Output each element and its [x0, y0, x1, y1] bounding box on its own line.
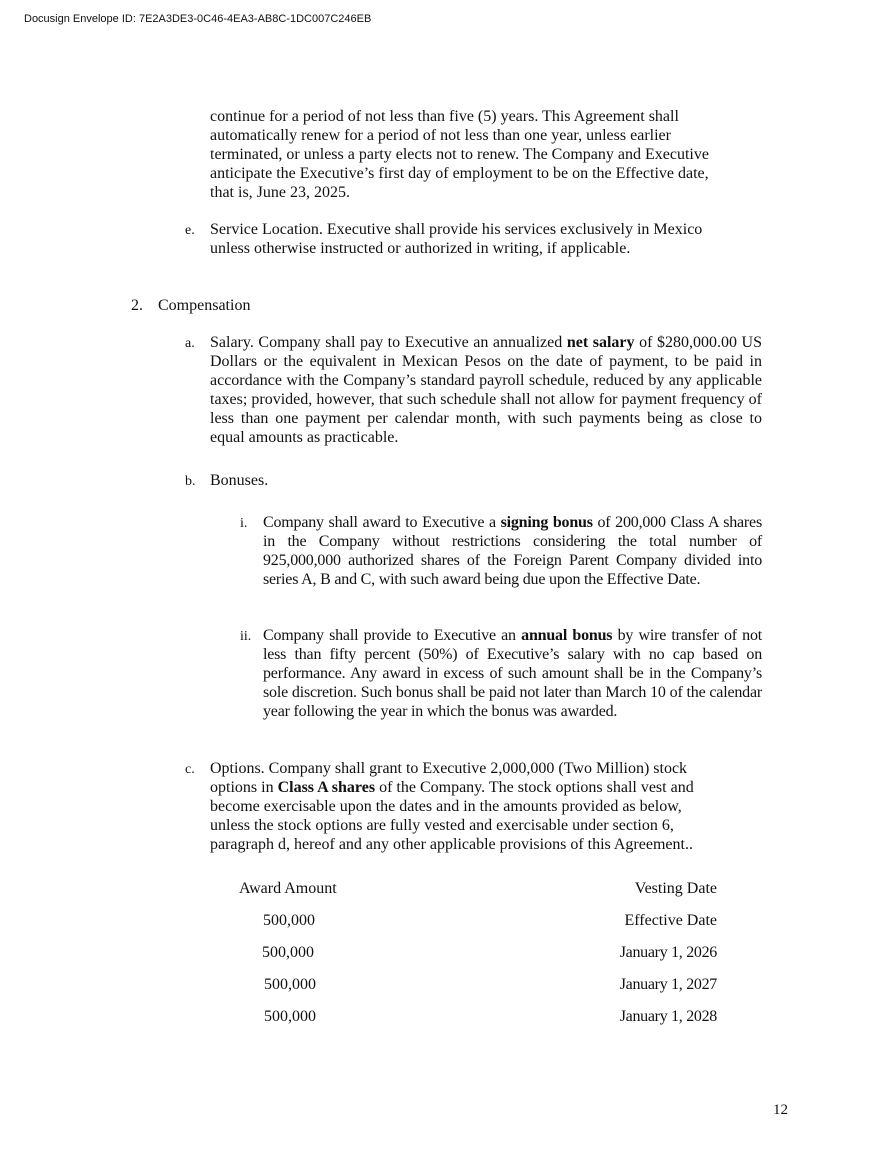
text-line: unless otherwise instructed or authorized in writing, if applicable.	[210, 240, 631, 257]
text-line: continue for a period of not less than five (5) years. This Agreement shall	[210, 108, 679, 125]
page-number: 12	[773, 1102, 788, 1118]
salary-text: Salary. Company shall pay to Executive an annualized	[210, 334, 567, 351]
header-vesting-date: Vesting Date	[634, 880, 717, 897]
table-cell-amount: 500,000	[264, 976, 316, 993]
text-line: that is, June 23, 2025.	[210, 184, 350, 201]
signing-bonus-text-rest: of 200,000 Class A shares in the Company without restrictions considering the total number of 925,000,000 authorized shares of the Foreign Parent Company divided into series A, B and C, with such award being due upon the Effective Date.	[263, 514, 762, 588]
annual-bonus-term: annual bonus	[521, 627, 613, 644]
table-cell-amount: 500,000	[264, 1008, 316, 1025]
item-a-marker: a.	[185, 336, 195, 351]
service-location-paragraph	[210, 220, 702, 258]
options-paragraph	[210, 759, 694, 854]
item-c-marker: c.	[185, 762, 195, 777]
item-bii-marker: ii.	[240, 629, 252, 644]
section-number: 2.	[131, 297, 143, 314]
salary-text-rest: of $280,000.00 US Dollars or the equivalent in Mexican Pesos on the date of payment, to be paid in accordance with the Company’s standard payroll schedule, reduced by any applicable taxes; provided, however, that such schedule shall not allow for payment frequency of less than one payment per calendar month, with such payments being as close to equal amounts as practicable.	[210, 334, 763, 446]
annual-bonus-text: Company shall provide to Executive an	[263, 627, 522, 644]
table-cell-date: January 1, 2026	[619, 944, 717, 961]
class-a-shares-term: Class A shares	[277, 779, 376, 796]
signing-bonus-paragraph	[263, 513, 762, 589]
item-e-marker: e.	[185, 223, 195, 238]
text-line: become exercisable upon the dates and in the amounts provided as below,	[210, 798, 682, 815]
text-line: unless the stock options are fully vested and exercisable under section 6,	[210, 817, 674, 834]
text-span: options in	[210, 779, 278, 796]
salary-paragraph	[210, 333, 762, 447]
section-title: Compensation	[158, 297, 251, 314]
annual-bonus-paragraph	[263, 626, 762, 721]
table-cell-amount: 500,000	[262, 944, 314, 961]
annual-bonus-text-rest: by wire transfer of not less than fifty percent (50%) of Executive’s salary with no cap based on performance. Any award in excess of such amount shall be in the Company’s sole discretion. Such bonus shall be paid not later than March 10 of the calendar year following the year in which the bonus was awarded.	[263, 627, 763, 720]
text-line	[210, 778, 694, 797]
text-line: paragraph d, hereof and any other applicable provisions of this Agreement..	[210, 836, 693, 853]
text-line: anticipate the Executive’s first day of employment to be on the Effective date,	[210, 165, 709, 182]
header-award-amount: Award Amount	[239, 880, 337, 897]
signing-bonus-term: signing bonus	[500, 514, 593, 531]
item-bi-marker: i.	[240, 516, 248, 531]
text-line: Service Location. Executive shall provide his services exclusively in Mexico	[210, 221, 703, 238]
envelope-id: Docusign Envelope ID: 7E2A3DE3-0C46-4EA3-AB8C-1DC007C246EB	[24, 13, 372, 25]
text-line: automatically renew for a period of not less than one year, unless earlier	[210, 127, 671, 144]
net-salary-term: net salary	[566, 334, 635, 351]
continuation-paragraph	[210, 107, 709, 202]
signing-bonus-text: Company shall award to Executive a	[263, 514, 501, 531]
table-cell-date: Effective Date	[624, 912, 717, 929]
table-cell-date: January 1, 2027	[619, 976, 717, 993]
bonuses-heading: Bonuses.	[210, 472, 269, 489]
table-cell-amount: 500,000	[263, 912, 315, 929]
item-b-marker: b.	[185, 474, 196, 489]
text-line: terminated, or unless a party elects not to renew. The Company and Executive	[210, 146, 709, 163]
text-line: Options. Company shall grant to Executive 2,000,000 (Two Million) stock	[210, 760, 688, 777]
table-cell-date: January 1, 2028	[619, 1008, 717, 1025]
text-span: of the Company. The stock options shall vest and	[375, 779, 694, 796]
